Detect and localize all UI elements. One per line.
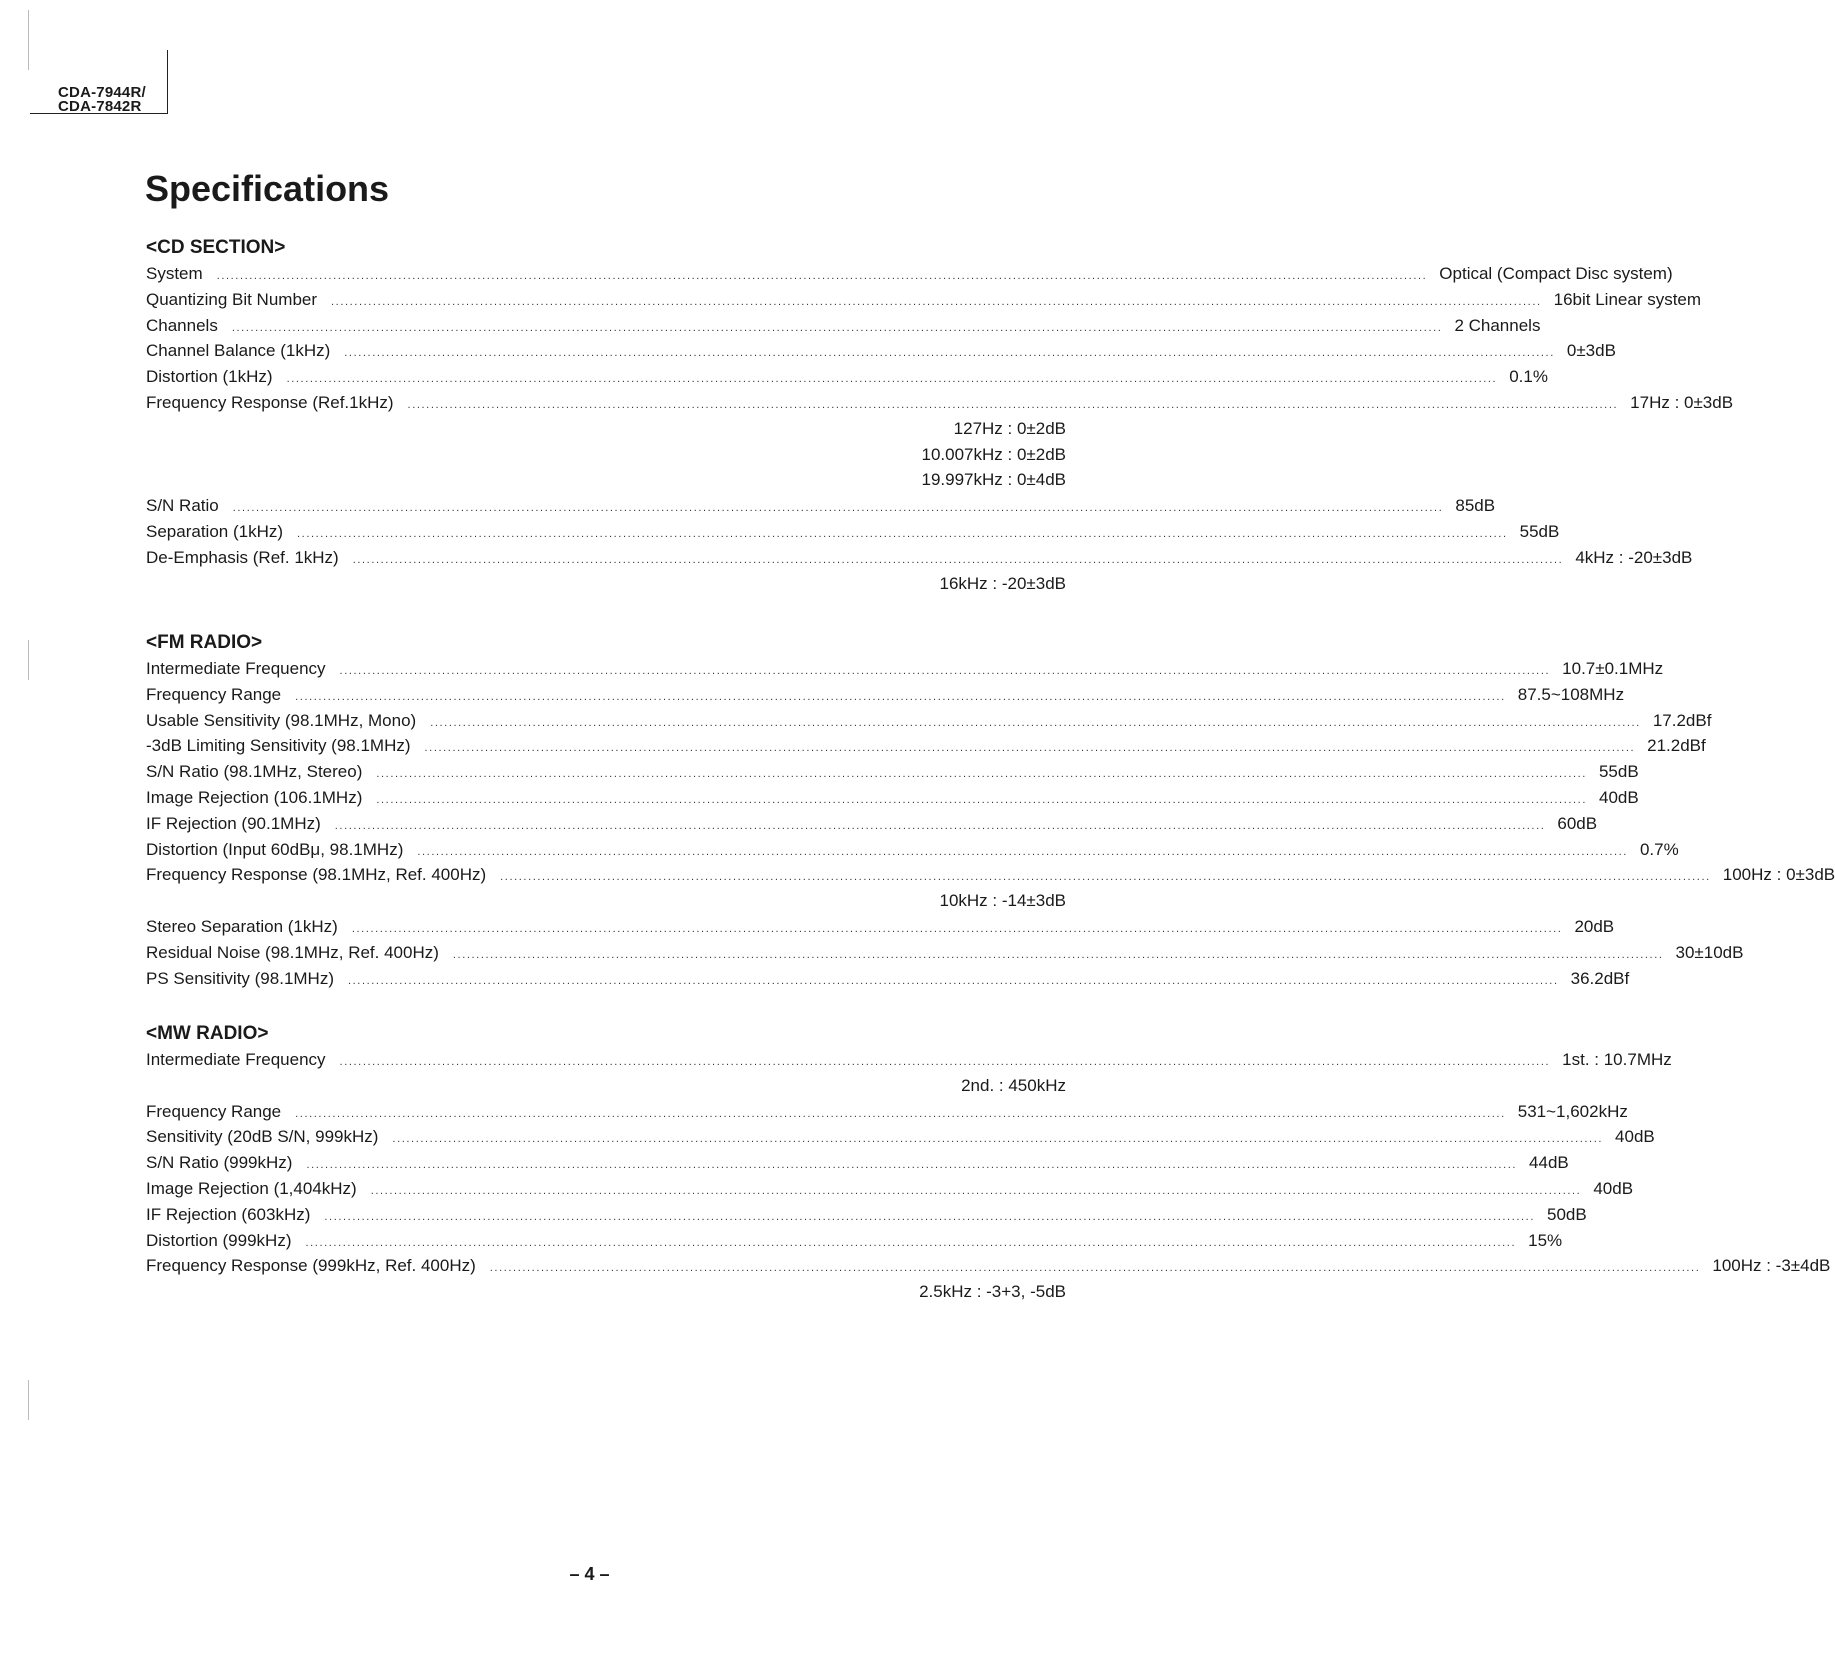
- dot-leader: ....................................................................................................................................................................................................................................................................: [352, 553, 1564, 566]
- spec-label: S/N Ratio (98.1MHz, Stereo): [146, 762, 363, 782]
- section-title: <FM RADIO>: [146, 632, 263, 653]
- spec-row: [146, 1124, 1655, 1150]
- spec-label: Frequency Response (999kHz, Ref. 400Hz): [146, 1256, 476, 1276]
- spec-label: Distortion (999kHz): [146, 1230, 292, 1250]
- spec-value: Optical (Compact Disc system): [1439, 264, 1673, 283]
- spec-row: [146, 940, 1744, 966]
- spec-label: IF Rejection (603kHz): [146, 1204, 311, 1224]
- spec-value: 15%: [1528, 1230, 1563, 1250]
- spec-value: 55dB: [1519, 521, 1560, 541]
- spec-row: [146, 1279, 1066, 1305]
- page-number: – 4 –: [569, 1564, 610, 1584]
- spec-row: [146, 733, 1706, 759]
- spec-value: 100Hz : -3±4dB: [1712, 1256, 1831, 1276]
- spec-row: [146, 1150, 1569, 1176]
- spec-value: 55dB: [1598, 762, 1639, 782]
- spec-value: 20dB: [1574, 916, 1615, 936]
- dot-leader: ....................................................................................................................................................................................................................................................................: [351, 922, 1563, 935]
- spec-row: [146, 442, 1066, 468]
- spec-row: [146, 1047, 1672, 1073]
- dot-leader: ....................................................................................................................................................................................................................................................................: [324, 1210, 1535, 1223]
- spec-label: Channel Balance (1kHz): [146, 341, 331, 361]
- spec-row: [146, 1253, 1831, 1279]
- spec-label: Quantizing Bit Number: [146, 289, 318, 309]
- spec-value: 4kHz : -20±3dB: [1575, 547, 1693, 567]
- spec-value: 100Hz : 0±3dB: [1722, 865, 1835, 885]
- spec-label: Residual Noise (98.1MHz, Ref. 400Hz): [146, 942, 439, 962]
- dot-leader: ....................................................................................................................................................................................................................................................................: [489, 1262, 1701, 1275]
- spec-label: Frequency Response (98.1MHz, Ref. 400Hz): [146, 865, 487, 885]
- spec-label: Intermediate Frequency: [146, 659, 326, 678]
- dot-leader: ....................................................................................................................................................................................................................................................................: [452, 948, 1664, 961]
- spec-value: 50dB: [1547, 1204, 1587, 1224]
- spec-label: Image Rejection (106.1MHz): [146, 787, 363, 807]
- spec-label: PS Sensitivity (98.1MHz): [146, 968, 334, 988]
- spec-row: [146, 390, 1734, 416]
- cd-section: [146, 234, 1734, 596]
- spec-row: [146, 416, 1066, 442]
- spec-row: [146, 966, 1630, 992]
- spec-value: 44dB: [1529, 1153, 1569, 1173]
- spec-label: System: [146, 264, 203, 283]
- section-title: <CD SECTION>: [146, 237, 286, 258]
- spec-label: Channels: [146, 315, 218, 335]
- spec-value: 10.7±0.1MHz: [1562, 659, 1664, 678]
- spec-value: 16kHz : -20±3dB: [939, 573, 1066, 593]
- spec-row: [146, 313, 1541, 339]
- spec-row: [146, 1099, 1628, 1125]
- section-title: <MW RADIO>: [146, 1023, 269, 1044]
- dot-leader: ....................................................................................................................................................................................................................................................................: [344, 347, 1555, 360]
- spec-label: Separation (1kHz): [146, 521, 284, 541]
- spec-row: [146, 571, 1066, 597]
- dot-leader: ....................................................................................................................................................................................................................................................................: [376, 793, 1587, 806]
- dot-leader: ....................................................................................................................................................................................................................................................................: [348, 974, 1559, 987]
- dot-leader: ....................................................................................................................................................................................................................................................................: [500, 871, 1711, 884]
- spec-label: Frequency Range: [146, 1101, 282, 1121]
- spec-value: 30±10dB: [1675, 942, 1744, 962]
- spec-value: 531~1,602kHz: [1517, 1101, 1628, 1121]
- spec-row: [146, 656, 1664, 682]
- spec-label: Sensitivity (20dB S/N, 999kHz): [146, 1127, 379, 1147]
- spec-label: De-Emphasis (Ref. 1kHz): [146, 547, 339, 567]
- dot-leader: ....................................................................................................................................................................................................................................................................: [306, 1159, 1518, 1172]
- model-number-line-1: CDA-7944R/: [58, 84, 146, 101]
- dot-leader: ....................................................................................................................................................................................................................................................................: [297, 527, 1508, 540]
- spec-value: 0.1%: [1509, 367, 1548, 387]
- spec-value: 16bit Linear system: [1553, 289, 1702, 309]
- spec-label: S/N Ratio: [146, 496, 219, 516]
- spec-row: [146, 519, 1560, 545]
- spec-value: 19.997kHz : 0±4dB: [921, 470, 1066, 490]
- spec-row: [146, 759, 1639, 785]
- dot-leader: ....................................................................................................................................................................................................................................................................: [339, 1056, 1551, 1068]
- dot-leader: ....................................................................................................................................................................................................................................................................: [305, 1236, 1517, 1249]
- spec-row: [146, 914, 1615, 940]
- dot-leader: ....................................................................................................................................................................................................................................................................: [392, 1133, 1604, 1146]
- scan-edge-mark: [28, 1380, 29, 1420]
- spec-row: [146, 1228, 1563, 1254]
- spec-label: Distortion (1kHz): [146, 367, 273, 387]
- spec-value: 2nd. : 450kHz: [961, 1075, 1066, 1095]
- spec-label: S/N Ratio (999kHz): [146, 1153, 293, 1173]
- spec-label: -3dB Limiting Sensitivity (98.1MHz): [146, 736, 411, 756]
- spec-value: 36.2dBf: [1570, 968, 1630, 988]
- spec-row: [146, 364, 1548, 390]
- spec-row: [146, 1176, 1634, 1202]
- scan-edge-mark: [28, 10, 29, 70]
- spec-row: [146, 287, 1702, 313]
- dot-leader: ....................................................................................................................................................................................................................................................................: [370, 1184, 1582, 1197]
- spec-row: [146, 785, 1639, 811]
- dot-leader: ....................................................................................................................................................................................................................................................................: [334, 819, 1546, 832]
- model-number-line-2: CDA-7842R: [58, 98, 142, 115]
- spec-label: Stereo Separation (1kHz): [146, 916, 338, 936]
- spec-label: Frequency Response (Ref.1kHz): [146, 392, 394, 412]
- dot-leader: ....................................................................................................................................................................................................................................................................: [286, 373, 1498, 386]
- dot-leader: ....................................................................................................................................................................................................................................................................: [295, 1107, 1506, 1120]
- spec-row: [146, 261, 1673, 287]
- spec-value: 40dB: [1593, 1178, 1634, 1198]
- spec-value: 127Hz : 0±2dB: [953, 418, 1066, 438]
- spec-row: [146, 1073, 1066, 1099]
- spec-row: [146, 545, 1693, 571]
- spec-value: 10kHz : -14±3dB: [939, 891, 1066, 911]
- spec-value: 0.7%: [1639, 839, 1679, 859]
- spec-value: 60dB: [1557, 813, 1598, 833]
- spec-value: 17.2dBf: [1652, 710, 1712, 730]
- dot-leader: ....................................................................................................................................................................................................................................................................: [216, 270, 1428, 282]
- spec-label: Intermediate Frequency: [146, 1050, 326, 1069]
- mw-radio-section: [146, 1020, 1831, 1305]
- spec-value: 17Hz : 0±3dB: [1630, 392, 1734, 412]
- spec-row: [146, 1202, 1587, 1228]
- spec-row: [146, 467, 1066, 493]
- spec-value: 2.5kHz : -3+3, -5dB: [919, 1282, 1066, 1302]
- spec-value: 40dB: [1598, 787, 1639, 807]
- spec-row: [146, 682, 1625, 708]
- spec-label: Image Rejection (1,404kHz): [146, 1178, 357, 1198]
- spec-value: 10.007kHz : 0±2dB: [921, 444, 1066, 464]
- spec-label: Distortion (Input 60dBμ, 98.1MHz): [146, 839, 404, 859]
- spec-row: [146, 338, 1616, 364]
- page-title: Specifications: [145, 168, 390, 209]
- dot-leader: ....................................................................................................................................................................................................................................................................: [376, 768, 1587, 781]
- dot-leader: ....................................................................................................................................................................................................................................................................: [231, 321, 1443, 334]
- spec-label: Usable Sensitivity (98.1MHz, Mono): [146, 710, 417, 730]
- dot-leader: ....................................................................................................................................................................................................................................................................: [417, 845, 1628, 858]
- dot-leader: ....................................................................................................................................................................................................................................................................: [232, 502, 1444, 515]
- spec-row: [146, 708, 1712, 734]
- fm-radio-section: [146, 629, 1835, 991]
- model-number-box: [30, 50, 168, 114]
- spec-row: [146, 811, 1598, 837]
- spec-value: 2 Channels: [1454, 315, 1541, 335]
- spec-row: [146, 837, 1679, 863]
- dot-leader: ....................................................................................................................................................................................................................................................................: [407, 398, 1619, 411]
- spec-label: Frequency Range: [146, 684, 282, 704]
- spec-value: 0±3dB: [1566, 341, 1616, 361]
- scan-edge-mark: [28, 640, 29, 680]
- spec-row: [146, 493, 1496, 519]
- dot-leader: ....................................................................................................................................................................................................................................................................: [424, 742, 1636, 755]
- spec-value: 21.2dBf: [1647, 736, 1706, 756]
- spec-value: 85dB: [1455, 496, 1496, 516]
- dot-leader: ....................................................................................................................................................................................................................................................................: [430, 716, 1641, 729]
- spec-value: 1st. : 10.7MHz: [1562, 1050, 1672, 1069]
- spec-label: IF Rejection (90.1MHz): [146, 813, 321, 833]
- dot-leader: ....................................................................................................................................................................................................................................................................: [295, 690, 1506, 703]
- spec-value: 87.5~108MHz: [1517, 684, 1625, 704]
- spec-value: 40dB: [1615, 1127, 1655, 1147]
- spec-row: [146, 862, 1835, 888]
- spec-row: [146, 888, 1066, 914]
- dot-leader: ....................................................................................................................................................................................................................................................................: [339, 665, 1551, 677]
- dot-leader: ....................................................................................................................................................................................................................................................................: [331, 295, 1542, 308]
